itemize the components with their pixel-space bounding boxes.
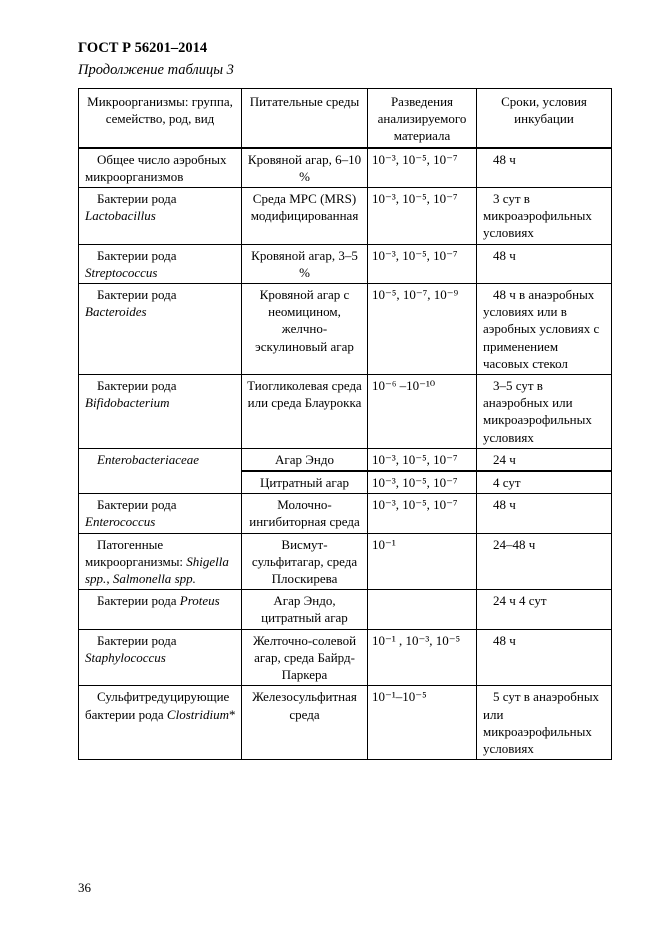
page-number: 36 [78,880,91,895]
cell-dilutions: 10⁻³, 10⁻⁵, 10⁻⁷ [368,471,477,494]
cell-incubation: 48 ч в анаэробных условиях или в аэробных условиях с применением часовых стекол [477,284,612,375]
cell-organism: Бактерии рода Bifidobacterium [79,375,242,449]
standard-number: ГОСТ Р 56201–2014 [78,40,208,56]
table-row [79,188,612,245]
header-cell-incubation: Сроки, условия инкубации [477,89,612,148]
cell-incubation: 48 ч [477,629,612,686]
cell-incubation: 48 ч [477,494,612,533]
cell-dilutions [368,590,477,629]
header-cell-dilutions: Разведения анализируемого материала [368,89,477,148]
cell-incubation: 24 ч [477,448,612,471]
cell-organism: Общее число аэробных микроорганизмов [79,148,242,188]
cell-medium: Висмут-сульфитагар, среда Плоскирева [242,533,368,590]
table-row [79,244,612,283]
cell-medium: Молочно-ингибиторная среда [242,494,368,533]
cell-medium: Кровяной агар, 3–5 % [242,244,368,283]
cell-dilutions: 10⁻³, 10⁻⁵, 10⁻⁷ [368,448,477,471]
cell-dilutions: 10⁻¹ [368,533,477,590]
cell-incubation: 48 ч [477,148,612,188]
table-row [79,448,612,471]
cell-organism: Enterobacteriaceae [79,448,242,493]
table-row [79,629,612,686]
cell-incubation: 5 сут в анаэробных или микроаэрофильных условиях [477,686,612,760]
table-row [79,284,612,375]
table-row [79,686,612,760]
table-continuation-caption: Продолжение таблицы 3 [78,62,234,78]
cell-incubation: 24 ч 4 сут [477,590,612,629]
cell-incubation: 3–5 сут в анаэробных или микроаэрофильных условиях [477,375,612,449]
header-cell-media: Питательные среды [242,89,368,148]
table-row [79,494,612,533]
cell-medium: Тиогликолевая среда или среда Блаурокка [242,375,368,449]
cell-dilutions: 10⁻³, 10⁻⁵, 10⁻⁷ [368,494,477,533]
cell-organism: Патогенные микроорганизмы: Shigella spp., Salmonella spp. [79,533,242,590]
cell-medium: Цитратный агар [242,471,368,494]
cell-organism: Бактерии рода Streptococcus [79,244,242,283]
cell-incubation: 3 сут в микроаэрофильных условиях [477,188,612,245]
cell-medium: Желточно-солевой агар, среда Байрд-Паркера [242,629,368,686]
cell-medium: Кровяной агар, 6–10 % [242,148,368,188]
cell-dilutions: 10⁻¹–10⁻⁵ [368,686,477,760]
cell-organism: Бактерии рода Proteus [79,590,242,629]
cell-organism: Бактерии рода Staphylococcus [79,629,242,686]
cell-dilutions: 10⁻³, 10⁻⁵, 10⁻⁷ [368,244,477,283]
cell-organism: Сульфитредуцирующие бактерии рода Clostridium* [79,686,242,760]
cell-medium: Железосульфитная среда [242,686,368,760]
cell-medium: Агар Эндо, цитратный агар [242,590,368,629]
table-row [79,375,612,449]
table-header-row [79,89,612,148]
cell-dilutions: 10⁻³, 10⁻⁵, 10⁻⁷ [368,148,477,188]
cell-medium: Кровяной агар с неомицином, желчно-эскулиновый агар [242,284,368,375]
cell-medium: Агар Эндо [242,448,368,471]
cell-medium: Среда МРС (MRS) модифицированная [242,188,368,245]
cell-incubation: 24–48 ч [477,533,612,590]
table-row [79,148,612,188]
microorganisms-table [78,88,612,760]
cell-dilutions: 10⁻¹ , 10⁻³, 10⁻⁵ [368,629,477,686]
table-row [79,590,612,629]
table-row [79,533,612,590]
cell-incubation: 48 ч [477,244,612,283]
cell-dilutions: 10⁻³, 10⁻⁵, 10⁻⁷ [368,188,477,245]
cell-dilutions: 10⁻⁶ –10⁻¹⁰ [368,375,477,449]
cell-organism: Бактерии рода Bacteroides [79,284,242,375]
header-cell-organisms: Микроорганизмы: группа, семейство, род, вид [79,89,242,148]
cell-dilutions: 10⁻⁵, 10⁻⁷, 10⁻⁹ [368,284,477,375]
cell-incubation: 4 сут [477,471,612,494]
cell-organism: Бактерии рода Enterococcus [79,494,242,533]
cell-organism: Бактерии рода Lactobacillus [79,188,242,245]
